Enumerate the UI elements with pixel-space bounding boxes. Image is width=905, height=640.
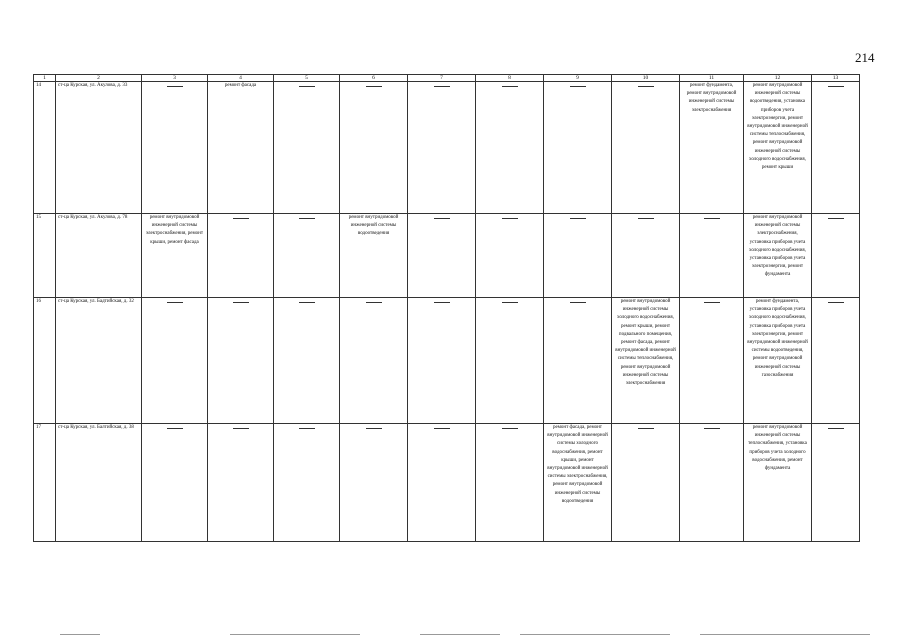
empty-dash-cell	[812, 82, 860, 214]
dash-mark	[502, 86, 518, 87]
empty-dash-cell	[274, 298, 340, 424]
empty-dash-cell	[476, 214, 544, 298]
column-number: 4	[208, 75, 274, 82]
empty-dash-cell	[274, 82, 340, 214]
empty-dash-cell	[812, 424, 860, 542]
dash-mark	[233, 302, 249, 303]
dash-mark	[366, 302, 382, 303]
work-type-cell: ремонт фундамента, установка приборов учета холодного водоснабжения, установка приборов учета электроэнергии, ремонт внутридомовой инженерной системы водоотведения, ремонт внутридомовой инженерной системы газоснабжения	[744, 298, 812, 424]
work-type-cell: ремонт внутридомовой инженерной системы электроснабжения, ремонт крыши, ремонт фасада	[142, 214, 208, 298]
empty-dash-cell	[612, 214, 680, 298]
table-row	[34, 298, 860, 424]
empty-dash-cell	[612, 424, 680, 542]
column-number: 2	[56, 75, 142, 82]
dash-mark	[638, 86, 654, 87]
dash-mark	[167, 302, 183, 303]
dash-mark	[299, 218, 315, 219]
empty-dash-cell	[476, 424, 544, 542]
empty-dash-cell	[340, 298, 408, 424]
empty-dash-cell	[476, 82, 544, 214]
column-number: 3	[142, 75, 208, 82]
work-type-cell: ремонт внутридомовой инженерной системы электроснабжения, установка приборов учета холодного водоснабжения, установка приборов учета электроэнергии, ремонт фундамента	[744, 214, 812, 298]
table-row	[34, 214, 860, 298]
empty-dash-cell	[142, 298, 208, 424]
scan-edge-artifact	[420, 634, 500, 635]
scan-edge-artifact	[520, 634, 670, 635]
empty-dash-cell	[340, 82, 408, 214]
work-type-cell: ремонт фундамента, ремонт внутридомовой инженерной системы электроснабжения	[680, 82, 744, 214]
column-number: 12	[744, 75, 812, 82]
scan-edge-artifact	[700, 634, 870, 635]
dash-mark	[233, 218, 249, 219]
empty-dash-cell	[208, 424, 274, 542]
dash-mark	[828, 218, 844, 219]
address-cell: ст-ца Курская, ул. Бадтийская, д. 32	[56, 298, 142, 424]
dash-mark	[233, 428, 249, 429]
empty-dash-cell	[340, 424, 408, 542]
empty-dash-cell	[812, 298, 860, 424]
work-type-cell: ремонт внутридомовой инженерной системы водоотведения	[340, 214, 408, 298]
empty-dash-cell	[544, 214, 612, 298]
empty-dash-cell	[408, 82, 476, 214]
row-number: 17	[34, 424, 56, 542]
column-number: 6	[340, 75, 408, 82]
empty-dash-cell	[142, 82, 208, 214]
empty-dash-cell	[544, 298, 612, 424]
row-number: 15	[34, 214, 56, 298]
dash-mark	[299, 302, 315, 303]
work-type-cell: ремонт внутридомовой инженерной системы холодного водоснабжения, ремонт крыши, ремонт подвального помещения, ремонт фасада, ремонт внутридомовой инженерной системы теплоснабжения, ремонт внутридомовой инженерной системы электроснабжения	[612, 298, 680, 424]
column-number: 10	[612, 75, 680, 82]
dash-mark	[828, 86, 844, 87]
row-number: 16	[34, 298, 56, 424]
page-number: 214	[855, 50, 875, 65]
work-type-cell: ремонт внутридомовой инженерной системы водоотведения, установка приборов учета электроэнергии, ремонт внутридомовой инженерной системы теплоснабжения, ремонт внутридомовой инженерной системы холодного водоснабжения, ремонт крыши	[744, 82, 812, 214]
empty-dash-cell	[408, 214, 476, 298]
dash-mark	[502, 302, 518, 303]
dash-mark	[570, 86, 586, 87]
empty-dash-cell	[208, 214, 274, 298]
empty-dash-cell	[680, 214, 744, 298]
dash-mark	[502, 428, 518, 429]
empty-dash-cell	[274, 424, 340, 542]
dash-mark	[828, 302, 844, 303]
empty-dash-cell	[680, 298, 744, 424]
column-number: 1	[34, 75, 56, 82]
dash-mark	[434, 86, 450, 87]
empty-dash-cell	[544, 82, 612, 214]
column-number: 9	[544, 75, 612, 82]
empty-dash-cell	[612, 82, 680, 214]
dash-mark	[570, 302, 586, 303]
dash-mark	[704, 428, 720, 429]
empty-dash-cell	[680, 424, 744, 542]
column-number: 13	[812, 75, 860, 82]
dash-mark	[502, 218, 518, 219]
empty-dash-cell	[408, 298, 476, 424]
row-number: 14	[34, 82, 56, 214]
dash-mark	[704, 218, 720, 219]
empty-dash-cell	[812, 214, 860, 298]
dash-mark	[704, 302, 720, 303]
dash-mark	[299, 428, 315, 429]
column-number: 8	[476, 75, 544, 82]
column-number-row	[34, 75, 860, 82]
scan-edge-artifact	[230, 634, 360, 635]
dash-mark	[828, 428, 844, 429]
address-cell: ст-ца Курская, ул. Акулова, д. 33	[56, 82, 142, 214]
scan-edge-artifact	[60, 634, 100, 635]
empty-dash-cell	[142, 424, 208, 542]
dash-mark	[167, 86, 183, 87]
dash-mark	[366, 428, 382, 429]
work-type-cell: ремонт фасада, ремонт внутридомовой инженерной системы холодного водоснабжения, ремонт крыши, ремонт внутридомовой инженерной системы электроснабжения, ремонт внутридомовой инженерной системы водоотведения	[544, 424, 612, 542]
column-number: 11	[680, 75, 744, 82]
work-type-cell: ремонт внутридомовой инженерной системы теплоснабжения, установка приборов учета холодного водоснабжения, ремонт фундамента	[744, 424, 812, 542]
dash-mark	[570, 218, 586, 219]
repair-schedule-table	[33, 74, 860, 542]
empty-dash-cell	[274, 214, 340, 298]
table-row	[34, 82, 860, 214]
dash-mark	[638, 428, 654, 429]
dash-mark	[167, 428, 183, 429]
dash-mark	[638, 218, 654, 219]
dash-mark	[434, 218, 450, 219]
address-cell: ст-ца Курская, ул. Балтийская, д. 38	[56, 424, 142, 542]
column-number: 7	[408, 75, 476, 82]
empty-dash-cell	[476, 298, 544, 424]
empty-dash-cell	[408, 424, 476, 542]
address-cell: ст-ца Курская, ул. Акулова, д. 78	[56, 214, 142, 298]
empty-dash-cell	[208, 298, 274, 424]
dash-mark	[434, 302, 450, 303]
dash-mark	[434, 428, 450, 429]
table-row	[34, 424, 860, 542]
column-number: 5	[274, 75, 340, 82]
dash-mark	[299, 86, 315, 87]
work-type-cell: ремонт фасада	[208, 82, 274, 214]
dash-mark	[366, 86, 382, 87]
